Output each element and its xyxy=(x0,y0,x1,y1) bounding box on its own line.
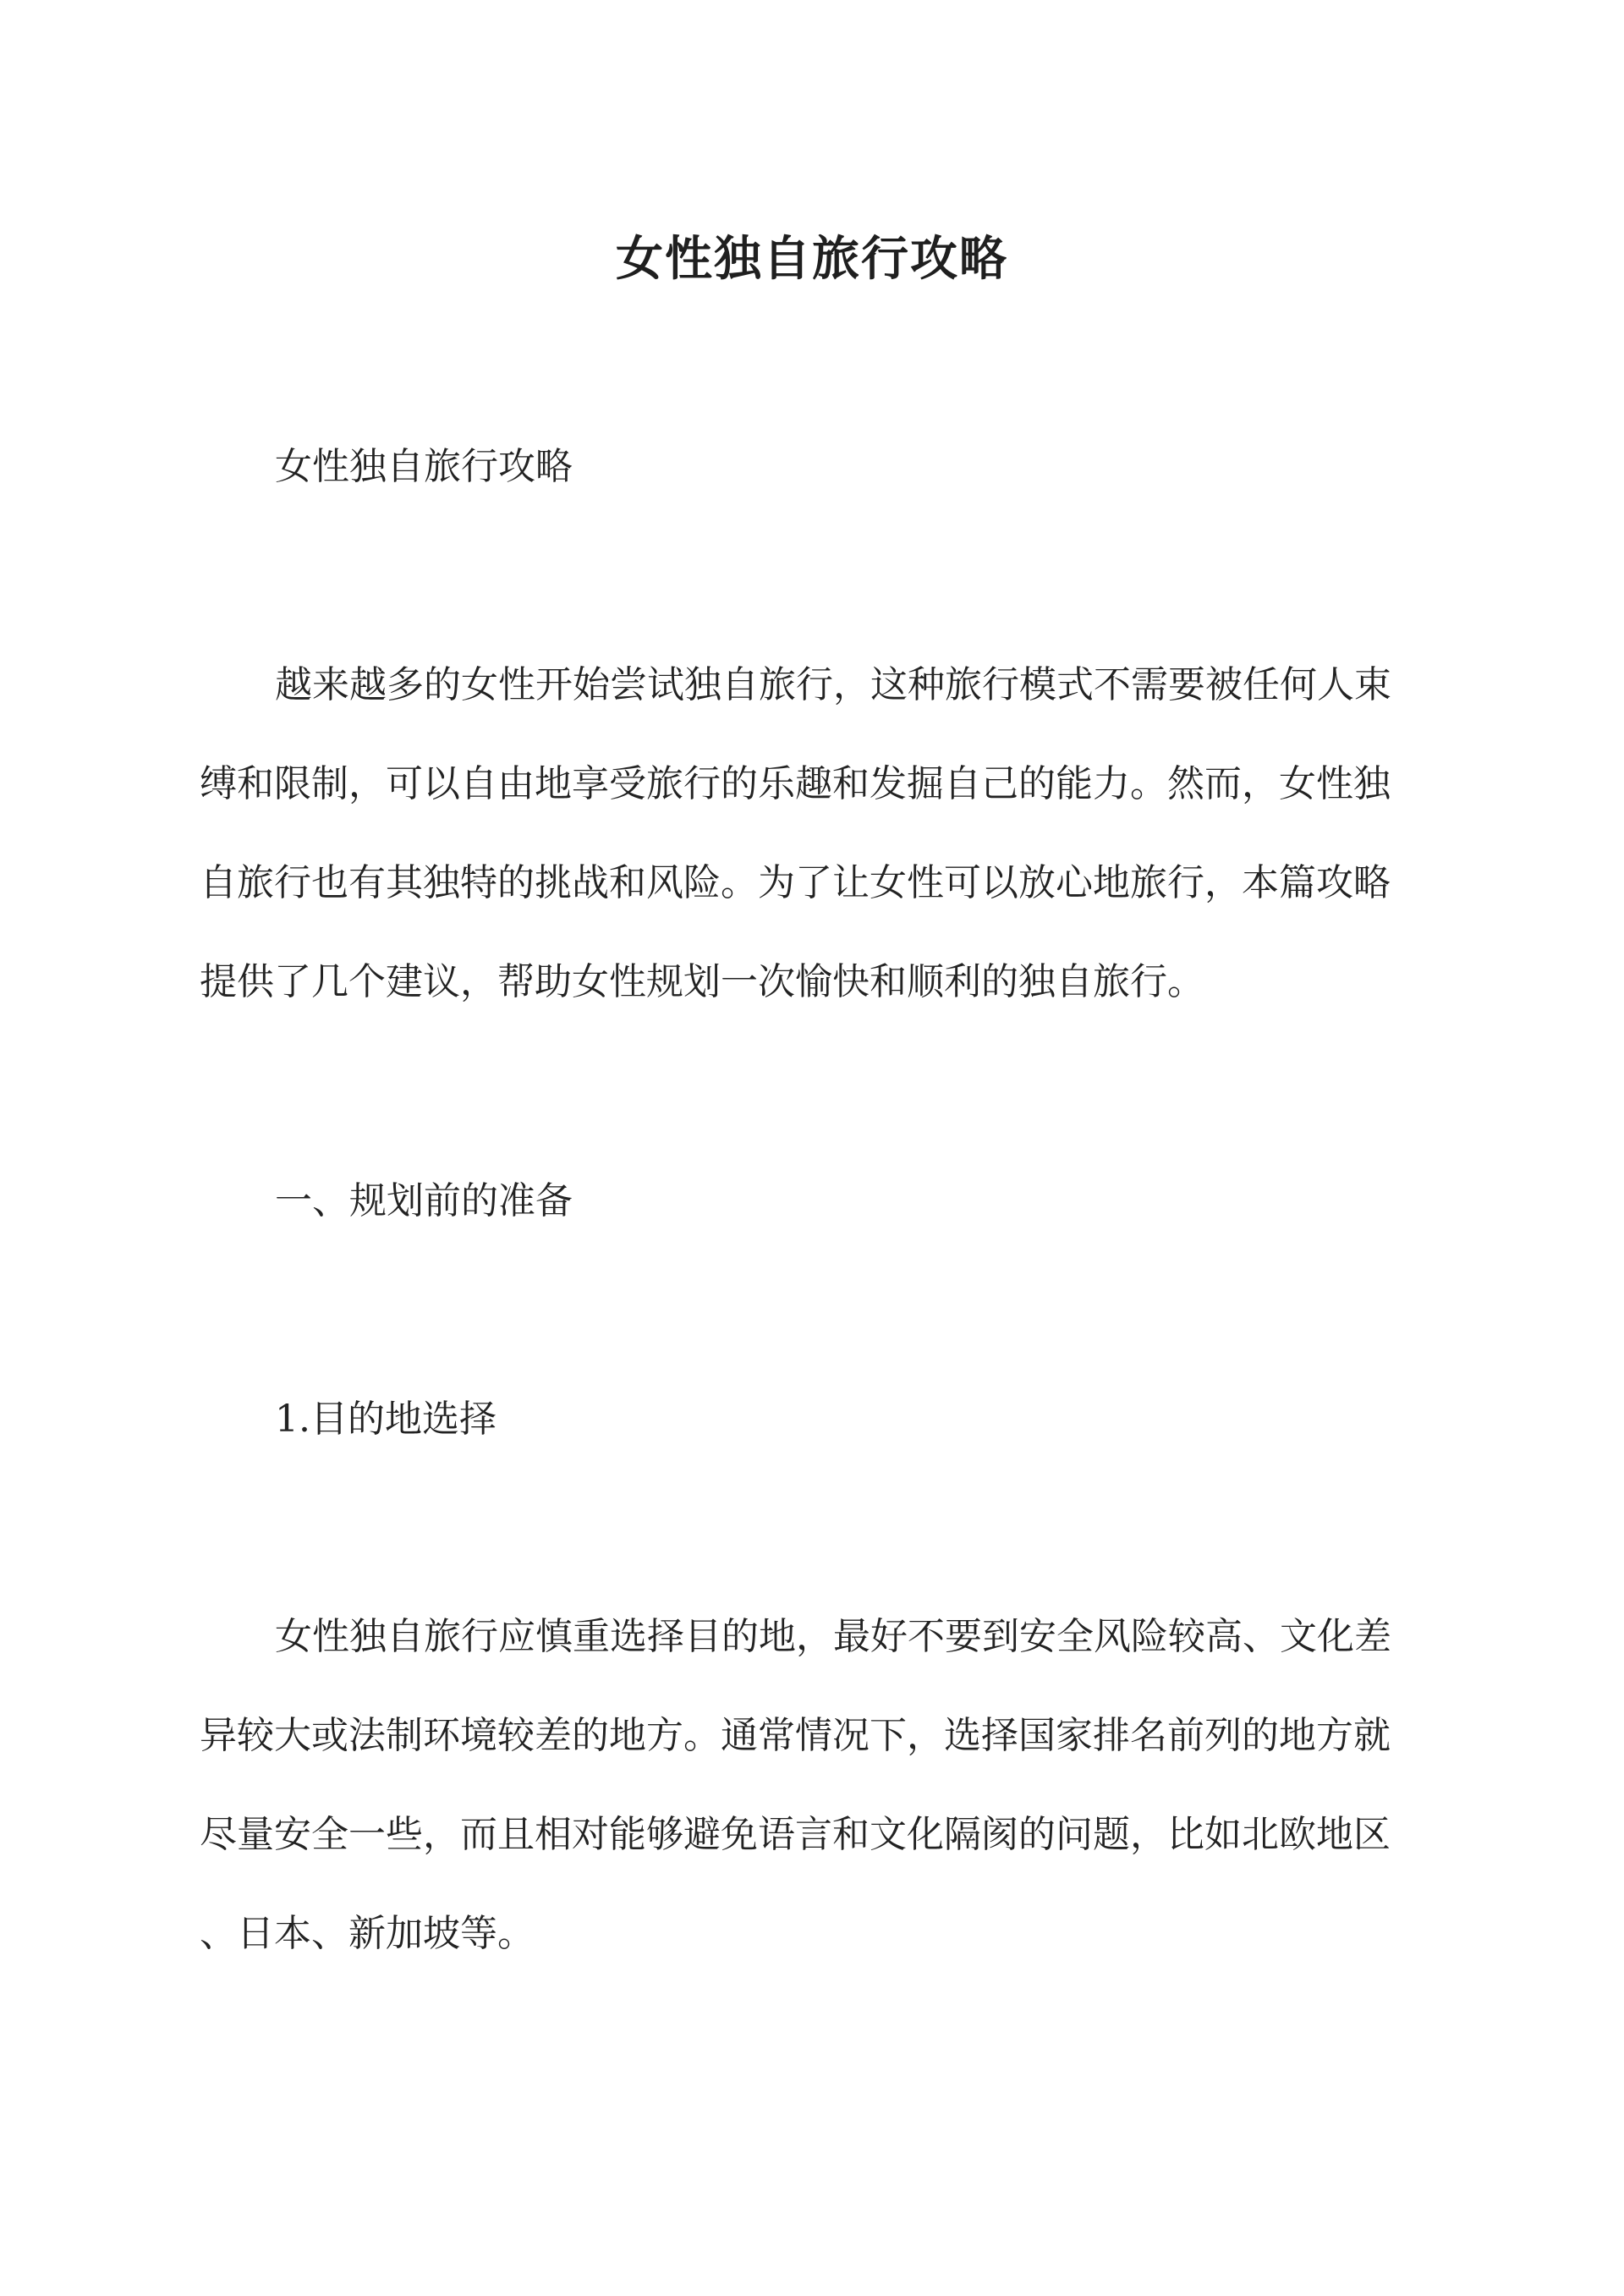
destination-paragraph xyxy=(200,1612,1426,2008)
destination-line: 尽量安全一些，而且相对能够避免语言和文化隔阂的问题，比如北欧地区 xyxy=(200,1813,1391,1856)
destination-line: 、日本、新加坡等。 xyxy=(200,1912,535,1955)
intro-line: 提供了几个建议，帮助女性规划一次愉快和顺利的独自旅行。 xyxy=(200,960,1204,1003)
destination-line: 女性独自旅行应慎重选择目的地，最好不要到安全风险较高、文化差 xyxy=(275,1615,1391,1658)
destination-line: 异较大或法制环境较差的地方。通常情况下，选择国家排名前列的地方就 xyxy=(200,1714,1391,1757)
document-subtitle: 女性独自旅行攻略 xyxy=(275,445,573,488)
sub-heading: 1.目的地选择 xyxy=(275,1398,497,1441)
document-title: 女性独自旅行攻略 xyxy=(616,230,1008,287)
intro-line: 缚和限制，可以自由地享受旅行的乐趣和发掘自己的能力。然而，女性独 xyxy=(200,762,1391,805)
intro-line: 越来越多的女性开始尝试独自旅行，这种旅行模式不需要被任何人束 xyxy=(275,663,1391,706)
section-heading: 一、规划前的准备 xyxy=(275,1179,573,1222)
intro-line: 自旅行也有其独特的挑战和风险。为了让女性可以放心地旅行，本篇攻略 xyxy=(200,861,1391,904)
intro-paragraph xyxy=(200,660,1426,1056)
